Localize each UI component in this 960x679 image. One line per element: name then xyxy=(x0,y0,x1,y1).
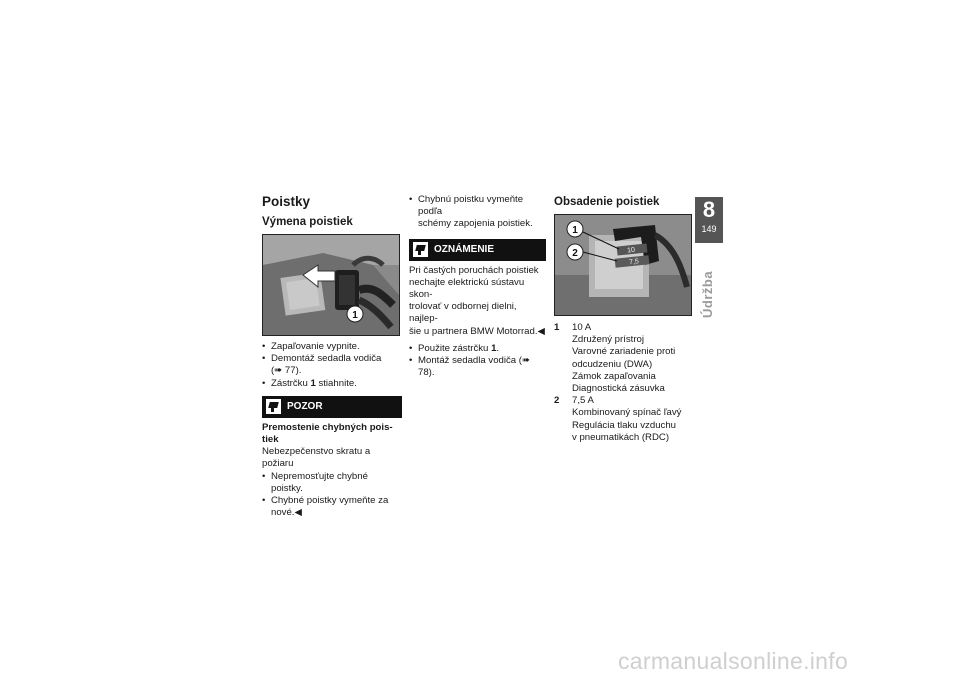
caution-text: Nebezpečenstvo skratu a požiaru xyxy=(262,446,371,470)
section-title-fuse-assignment: Obsadenie poistiek xyxy=(554,196,660,208)
list-item: • Chybnú poistku vymeňte podľa schémy zapojenia poistiek. xyxy=(409,194,546,231)
fuse-number: 1 xyxy=(554,322,560,333)
list-item: • Použite zástrčku 1. xyxy=(409,343,546,355)
fuse-description: 10 A Združený prístroj Varovné zariadenie proti odcudzeniu (DWA) Zámok zapaľovania Diagnostická zásuvka xyxy=(572,322,676,395)
step-list xyxy=(409,194,546,231)
column-fuse-replacement xyxy=(262,194,402,519)
fuse-box-photo xyxy=(554,214,692,316)
column-notice xyxy=(409,194,546,379)
chapter-section-label: Údržba xyxy=(700,270,715,318)
step-list xyxy=(262,341,402,390)
fuse-plug-illustration xyxy=(263,235,399,335)
notice-label: OZNÁMENIE xyxy=(434,243,494,255)
fuse-plug-photo xyxy=(262,234,400,336)
notice-banner xyxy=(409,239,546,261)
fuse-label-7-5: 7,5 xyxy=(628,258,640,267)
chapter-number: 8 xyxy=(702,197,716,222)
list-item: • Demontáž sedadla vodiča (➠ 77). xyxy=(262,353,402,377)
chapter-tab xyxy=(695,197,723,243)
fuse-description: 7,5 A Kombinovaný spínač ľavý Regulácia tlaku vzduchu v pneumatikách (RDC) xyxy=(572,395,682,443)
photo-callout-1: 1 xyxy=(352,310,358,321)
photo-callout-2: 2 xyxy=(572,248,578,259)
notice-text: Pri častých poruchách poistiek nechajte elektrickú sústavu skon- trolovať v odbornej dielni, najlep- šie u partnera BMW Motorrad.◀ xyxy=(409,264,545,337)
watermark: carmanualsonline.info xyxy=(618,648,849,674)
list-item: • Montáž sedadla vodiča (➠ 78). xyxy=(409,355,546,379)
caution-step-list xyxy=(262,471,402,520)
caution-label: POZOR xyxy=(287,400,323,412)
list-item xyxy=(554,395,692,444)
caution-banner xyxy=(262,396,402,418)
step-list xyxy=(409,343,546,380)
photo-callout-1: 1 xyxy=(572,225,578,236)
column-fuse-assignment xyxy=(554,194,692,444)
fuse-assignment-list xyxy=(554,322,692,444)
list-item: • Zapaľovanie vypnite. xyxy=(262,341,402,353)
fuse-label-10: 10 xyxy=(626,246,636,255)
fuse-box-illustration xyxy=(555,215,691,315)
warning-icon xyxy=(266,399,281,414)
section-title-fuse-replacement: Výmena poistiek xyxy=(262,216,353,228)
page-number: 149 xyxy=(701,224,717,234)
page-title: Poistky xyxy=(262,194,311,209)
fuse-number: 2 xyxy=(554,395,560,407)
notice-icon xyxy=(413,242,428,257)
list-item: • Nepremosťujte chybné poistky. xyxy=(262,471,402,495)
list-item: • Zástrčku 1 stiahnite. xyxy=(262,378,402,390)
caution-content xyxy=(262,422,402,520)
list-item xyxy=(554,322,692,395)
list-item: • Chybné poistky vymeňte za nové.◀ xyxy=(262,495,402,519)
caution-title: Premostenie chybných pois- tiek xyxy=(262,421,393,446)
